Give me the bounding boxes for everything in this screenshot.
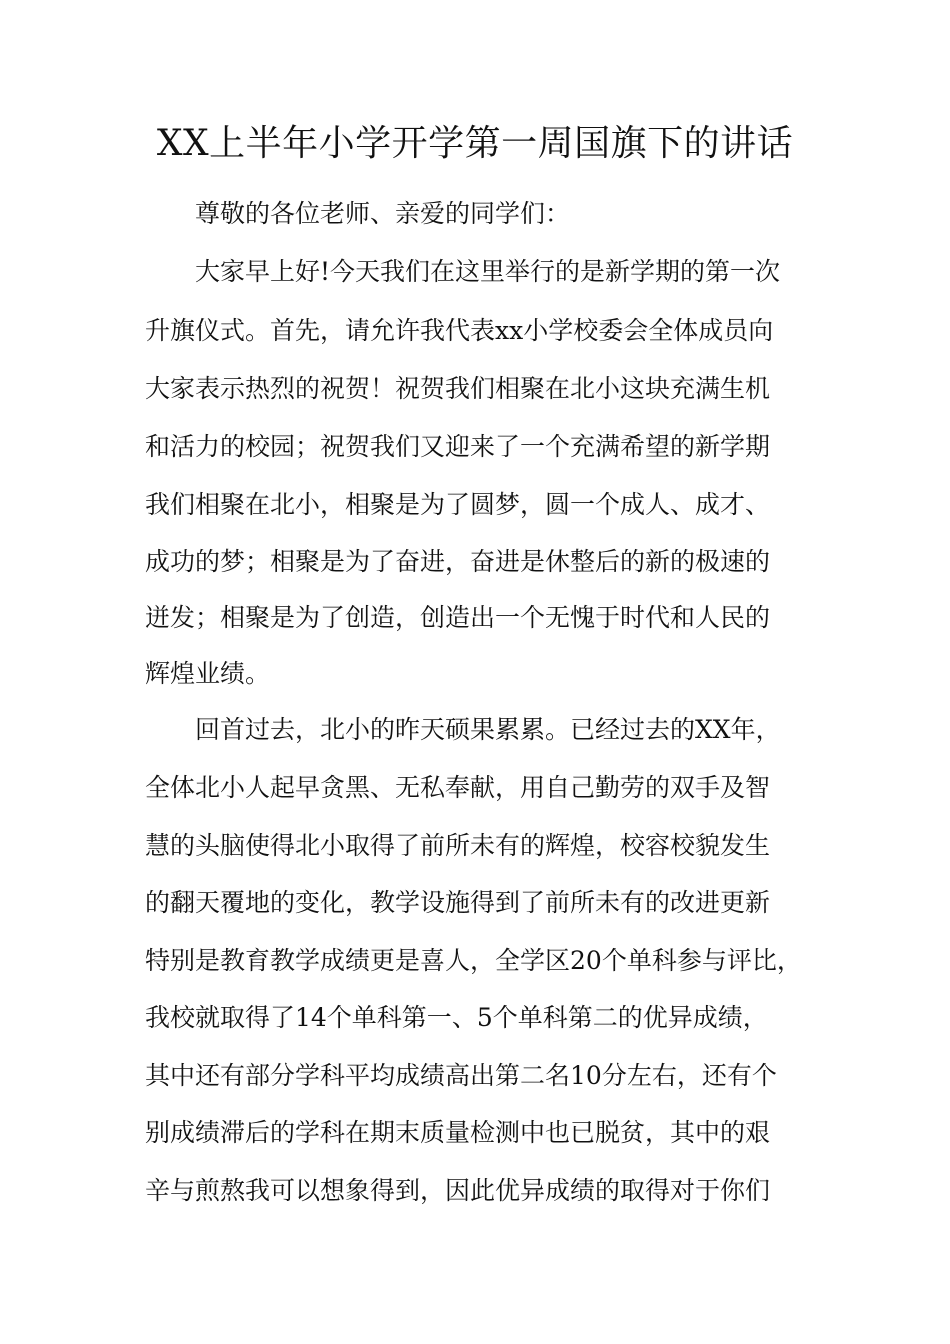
text-line: 大家早上好!今天我们在这里举行的是新学期的第一次 <box>195 257 781 286</box>
text-line: 慧的头脑使得北小取得了前所未有的辉煌，校容校貌发生 <box>145 831 771 860</box>
text-line: 升旗仪式。首先，请允许我代表xx小学校委会全体成员向 <box>145 316 774 345</box>
text-line: 和活力的校园；祝贺我们又迎来了一个充满希望的新学期 <box>145 432 771 461</box>
text-line: 大家表示热烈的祝贺！祝贺我们相聚在北小这块充满生机 <box>145 374 771 403</box>
text-line: 特别是教育教学成绩更是喜人，全学区20个单科参与评比， <box>145 946 802 975</box>
text-line: 其中还有部分学科平均成绩高出第二名10分左右，还有个 <box>145 1061 777 1090</box>
text-line: 成功的梦；相聚是为了奋进，奋进是休整后的新的极速的 <box>145 547 771 576</box>
document-title: XX上半年小学开学第一周国旗下的讲话 <box>156 123 794 164</box>
text-line: 回首过去，北小的昨天硕果累累。已经过去的XX年， <box>195 715 781 744</box>
text-line: 辛与煎熬我可以想象得到，因此优异成绩的取得对于你们 <box>145 1176 771 1205</box>
text-line: 迸发；相聚是为了创造，创造出一个无愧于时代和人民的 <box>145 603 771 632</box>
text-line: 别成绩滞后的学科在期末质量检测中也已脱贫，其中的艰 <box>145 1118 771 1147</box>
text-line: 全体北小人起早贪黑、无私奉献，用自己勤劳的双手及智 <box>145 773 771 802</box>
text-line: 的翻天覆地的变化，教学设施得到了前所未有的改进更新 <box>145 888 771 917</box>
text-line: 辉煌业绩。 <box>145 659 271 688</box>
text-line: 我们相聚在北小，相聚是为了圆梦，圆一个成人、成才、 <box>145 490 771 519</box>
text-line: 我校就取得了14个单科第一、5个单科第二的优异成绩， <box>145 1003 768 1032</box>
text-line: 尊敬的各位老师、亲爱的同学们： <box>195 199 571 228</box>
